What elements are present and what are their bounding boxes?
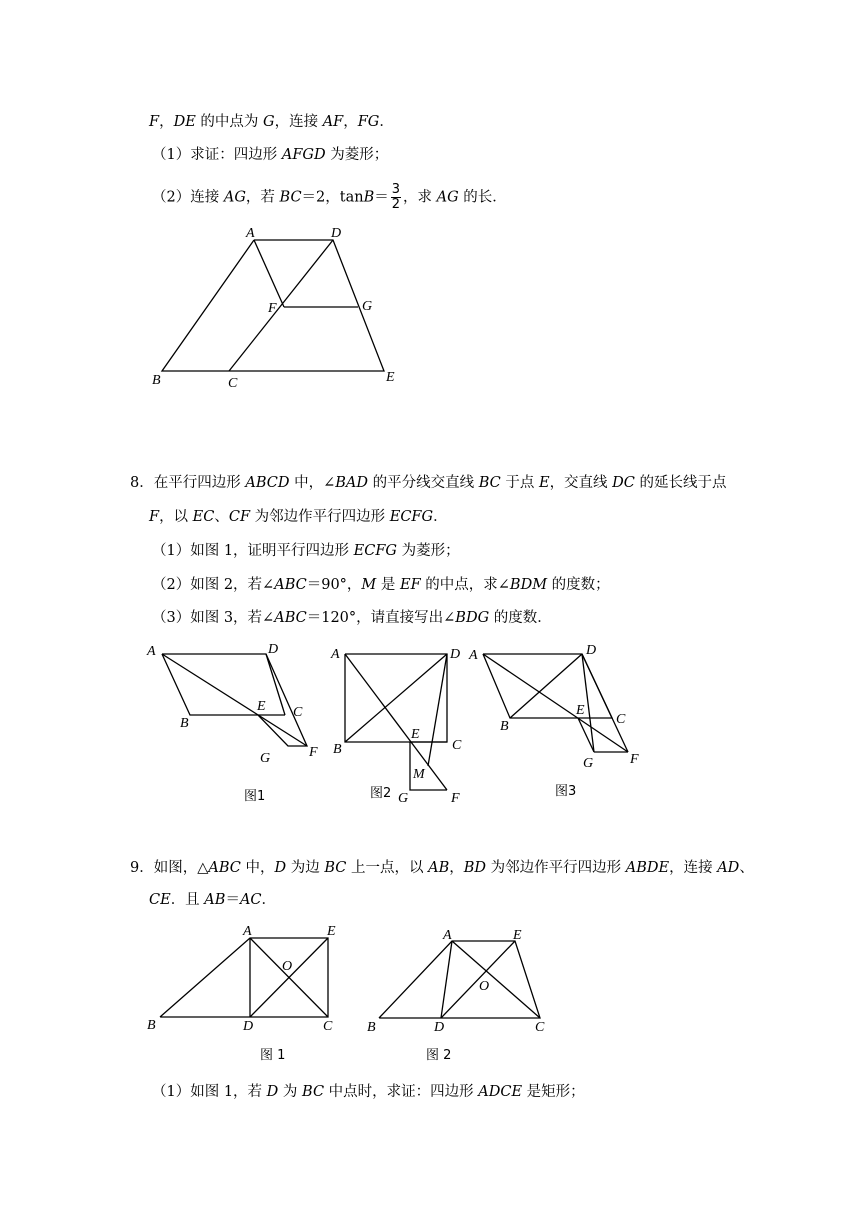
q9-f2-label-D: D — [434, 1020, 445, 1035]
q7-label-B: B — [152, 373, 161, 388]
q9-f2-label-C: C — [535, 1020, 545, 1035]
q8-caption-fig3: 图3 — [555, 784, 577, 799]
q8-f2-label-E: E — [411, 727, 420, 742]
q8-f2-label-G: G — [398, 791, 409, 806]
q8-f3-label-F: F — [630, 752, 639, 767]
q7-label-G: G — [362, 299, 373, 314]
q8-f1-label-E: E — [257, 699, 266, 714]
q8-f3-label-A: A — [469, 648, 478, 663]
q8-part2: （2）如图 2，若∠ABC＝90°，M 是 EF 的中点，求∠BDM 的度数； — [152, 577, 610, 593]
q9-f1-label-B: B — [147, 1018, 156, 1033]
q7-label-A: A — [246, 226, 255, 241]
q8-f3-label-C: C — [616, 712, 626, 727]
q9-f1-label-A: A — [243, 924, 252, 939]
q9-caption-fig2: 图 2 — [426, 1048, 452, 1063]
q9-f2-label-E: E — [513, 928, 522, 943]
q7-part2: （2）连接 AG，若 BC＝2，tanB＝ $\frac{3}{2}$ ，求 AG 的长． — [152, 182, 507, 212]
q8-f2-label-C: C — [452, 738, 462, 753]
q8-text-line1: 8．在平行四边形 ABCD 中，∠BAD 的平分线交直线 BC 于点 E，交直线 DC 的延长线于点 — [130, 475, 727, 491]
q9-f1-label-D: D — [243, 1019, 254, 1034]
q9-text-line1: 9．如图，△ABC 中，D 为边 BC 上一点，以 AB，BD 为邻边作平行四边形 ABDE，连接 AD、 — [130, 860, 754, 876]
q8-f2-label-D: D — [450, 647, 461, 662]
q8-f3-label-B: B — [500, 719, 509, 734]
q7-label-D: D — [331, 226, 342, 241]
q8-f2-label-A: A — [331, 647, 340, 662]
q8-f1-label-D: D — [268, 642, 279, 657]
q7-label-F: F — [268, 301, 277, 316]
q8-f1-label-F: F — [309, 745, 318, 760]
q8-f2-label-F: F — [451, 791, 460, 806]
q8-f3-label-E: E — [576, 703, 585, 718]
q8-f3-label-G: G — [583, 756, 594, 771]
q8-f1-label-G: G — [260, 751, 271, 766]
q8-part1: （1）如图 1，证明平行四边形 ECFG 为菱形； — [152, 543, 460, 559]
q8-f1-label-C: C — [293, 705, 303, 720]
q7-label-C: C — [228, 376, 238, 391]
q8-f1-label-B: B — [180, 716, 189, 731]
q9-caption-fig1: 图 1 — [260, 1048, 286, 1063]
q8-part3: （3）如图 3，若∠ABC＝120°，请直接写出∠BDG 的度数． — [152, 610, 552, 626]
q7-label-E: E — [386, 370, 395, 385]
q8-f3-label-D: D — [586, 643, 597, 658]
q8-f1-label-A: A — [147, 644, 156, 659]
q9-f1-label-O: O — [282, 959, 293, 974]
q9-f2-label-B: B — [367, 1020, 376, 1035]
q9-part1: （1）如图 1，若 D 为 BC 中点时，求证：四边形 ADCE 是矩形； — [152, 1084, 585, 1100]
tan-fraction: $\frac{3}{2}$ — [391, 182, 401, 212]
q9-text-line2: CE．且 AB＝AC． — [149, 892, 277, 908]
q9-f2-label-O: O — [479, 979, 490, 994]
q7-part1: （1）求证：四边形 AFGD 为菱形； — [152, 147, 389, 163]
q8-f2-label-M: M — [413, 767, 425, 782]
q8-text-line2: F，以 EC、CF 为邻边作平行四边形 ECFG． — [149, 509, 448, 525]
q9-f2-label-A: A — [443, 928, 452, 943]
q9-f1-label-C: C — [323, 1019, 333, 1034]
q9-f1-label-E: E — [327, 924, 336, 939]
q8-f2-label-B: B — [333, 742, 342, 757]
q8-caption-fig1: 图1 — [244, 789, 266, 804]
q7-text-line1: F，DE 的中点为 G，连接 AF，FG． — [149, 114, 394, 130]
q8-caption-fig2: 图2 — [370, 786, 392, 801]
